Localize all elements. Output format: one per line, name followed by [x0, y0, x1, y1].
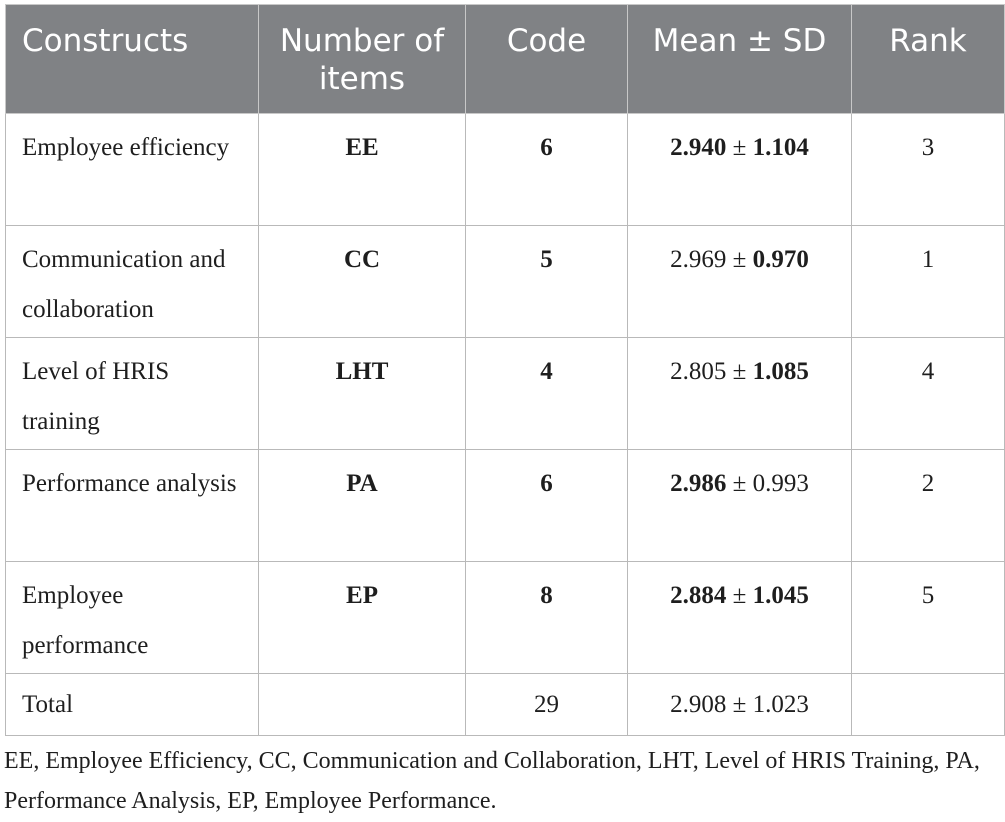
total-items-cell	[259, 674, 466, 736]
items-cell: PA	[259, 450, 466, 562]
construct-cell: Employee performance	[6, 562, 259, 674]
rank-cell: 1	[852, 226, 1005, 338]
items-cell: EE	[259, 114, 466, 226]
header-mean-sd: Mean ± SD	[628, 5, 852, 114]
total-row	[6, 674, 1005, 736]
items-cell: LHT	[259, 338, 466, 450]
rank-cell: 4	[852, 338, 1005, 450]
header-rank: Rank	[852, 5, 1005, 114]
sd-value: 1.045	[752, 582, 809, 609]
table-row	[6, 226, 1005, 338]
plus-minus: ±	[726, 134, 753, 161]
items-cell: CC	[259, 226, 466, 338]
plus-minus: ±	[726, 582, 753, 609]
construct-cell: Communication and collaboration	[6, 226, 259, 338]
sd-value: 0.993	[752, 470, 809, 497]
mean-sd-cell	[628, 226, 852, 338]
table-footnote: EE, Employee Efficiency, CC, Communication and Collaboration, LHT, Level of HRIS Training, PA, Performance Analysis, EP, Employee Performance.	[4, 748, 980, 814]
mean-value: 2.884	[670, 582, 727, 609]
total-code-cell: 29	[466, 674, 628, 736]
total-mean-sd-cell: 2.908 ± 1.023	[628, 674, 852, 736]
mean-sd-cell	[628, 450, 852, 562]
rank-cell: 3	[852, 114, 1005, 226]
mean-sd-cell	[628, 114, 852, 226]
rank-cell: 2	[852, 450, 1005, 562]
sd-value: 1.104	[752, 134, 809, 161]
construct-cell: Employee efficiency	[6, 114, 259, 226]
header-code: Code	[466, 5, 628, 114]
construct-cell: Level of HRIS training	[6, 338, 259, 450]
mean-sd-cell	[628, 562, 852, 674]
table-row	[6, 562, 1005, 674]
mean-value: 2.969	[670, 246, 727, 273]
header-number-of-items: Number of items	[259, 5, 466, 114]
constructs-table	[5, 4, 1005, 736]
code-cell: 8	[466, 562, 628, 674]
mean-value: 2.805	[670, 358, 727, 385]
items-cell: EP	[259, 562, 466, 674]
code-cell: 4	[466, 338, 628, 450]
mean-value: 2.940	[670, 134, 727, 161]
code-cell: 6	[466, 114, 628, 226]
construct-cell: Performance analysis	[6, 450, 259, 562]
header-row	[6, 5, 1005, 114]
header-constructs: Constructs	[6, 5, 259, 114]
code-cell: 5	[466, 226, 628, 338]
table-row	[6, 338, 1005, 450]
total-label: Total	[6, 674, 259, 736]
plus-minus: ±	[726, 470, 753, 497]
table-row	[6, 114, 1005, 226]
sd-value: 1.085	[752, 358, 809, 385]
sd-value: 0.970	[752, 246, 809, 273]
mean-value: 2.986	[670, 470, 727, 497]
table-row	[6, 450, 1005, 562]
code-cell: 6	[466, 450, 628, 562]
mean-sd-cell	[628, 338, 852, 450]
rank-cell: 5	[852, 562, 1005, 674]
total-rank-cell	[852, 674, 1005, 736]
plus-minus: ±	[726, 246, 753, 273]
plus-minus: ±	[726, 358, 753, 385]
